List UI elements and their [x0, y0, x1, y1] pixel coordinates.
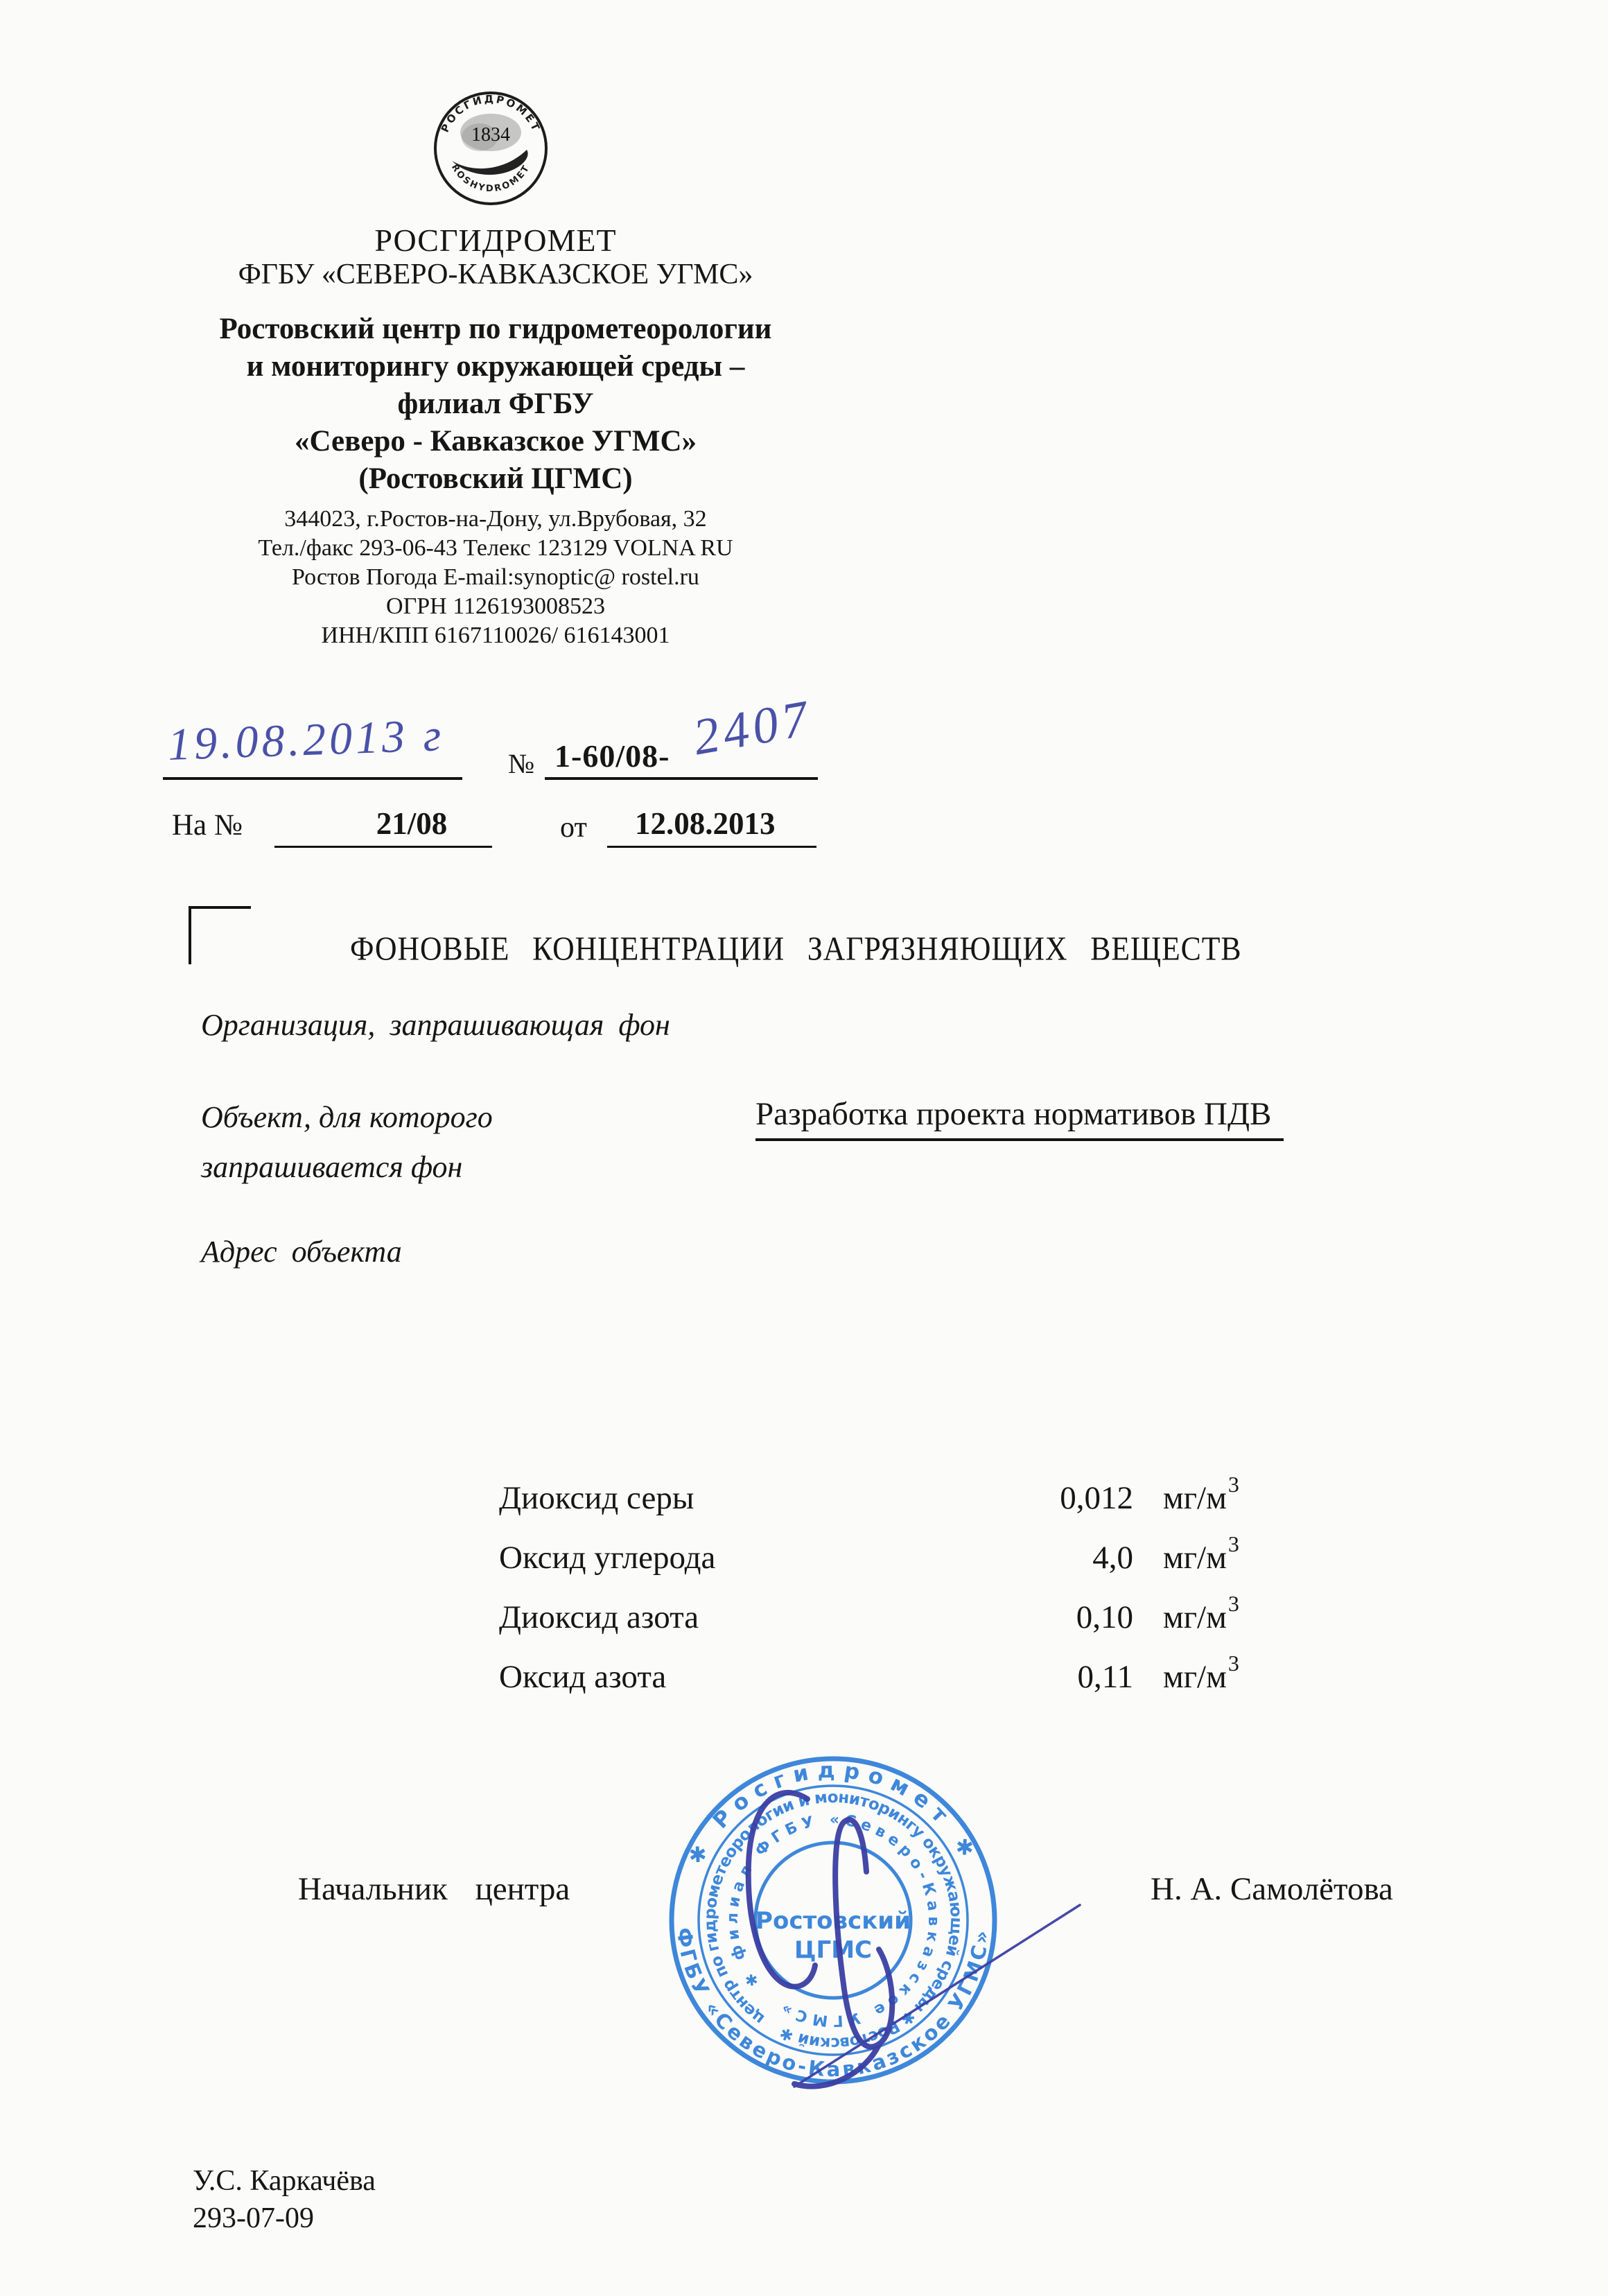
reply-to-number: 21/08: [376, 806, 448, 841]
stamp-outer-bottom-text: ФГБУ «Северо-Кавказское УГМС»: [672, 1926, 994, 2082]
signature-stroke: [835, 1820, 892, 2047]
reply-date-blank-line: [607, 846, 816, 848]
reply-to-label: На №: [172, 809, 243, 842]
substance-name: Оксид углерода: [499, 1540, 716, 1576]
substance-unit: [1163, 1651, 1239, 1696]
substance-value: 0,10: [1076, 1599, 1133, 1635]
logo-year: 1834: [471, 124, 510, 146]
branch-line: (Ростовский ЦГМС): [358, 462, 633, 495]
requesting-org-label: Организация, запрашивающая фон: [201, 1008, 670, 1042]
signatory-position: Начальник центра: [298, 1871, 570, 1907]
object-label-line2: запрашивается фон: [201, 1150, 463, 1184]
unit-superscript: 3: [1227, 1472, 1239, 1497]
address-line: 344023, г.Ростов-на-Дону, ул.Врубовая, 32: [284, 506, 707, 532]
unit-text: мг/м: [1163, 1480, 1227, 1516]
date-blank-line: [163, 777, 462, 780]
address-block: [149, 505, 842, 650]
logo-arc-bottom-text: ROSHYDROMET: [448, 162, 532, 195]
stamp-ring2-text: центр по гидрометеорологии и мониторингу окружающей среды ✱ Ростовский ✱: [701, 1788, 965, 2053]
branch-line: и мониторингу окружающей среды –: [246, 350, 745, 383]
address-line: ИНН/КПП 6167110026/ 616143001: [321, 623, 670, 648]
stamp-center-line2: ЦГМС: [794, 1936, 872, 1964]
substance-value: 0,11: [1077, 1659, 1133, 1695]
agency-name: РОСГИДРОМЕТ: [374, 223, 617, 258]
executor-name: У.С. Каркачёва: [193, 2165, 376, 2197]
branch-line: «Северо - Кавказское УГМС»: [294, 425, 697, 458]
address-line: ОГРН 1126193008523: [386, 593, 605, 619]
signature-stroke: [749, 1793, 815, 1987]
substance-name: Диоксид азота: [499, 1599, 699, 1635]
director-signature: [658, 1761, 1116, 2149]
executor-phone: 293-07-09: [193, 2202, 314, 2234]
outgoing-number-handwritten: 2407: [689, 689, 816, 767]
unit-text: мг/м: [1163, 1659, 1227, 1695]
substance-value: 4,0: [1092, 1540, 1133, 1576]
stamp-ring3-text: ✱ филиал ФГБУ «Северо-Кавказское УГМС»: [724, 1811, 943, 2030]
substance-name: Оксид азота: [499, 1659, 667, 1695]
unit-superscript: 3: [1227, 1531, 1239, 1556]
substance-name: Диоксид серы: [499, 1480, 694, 1516]
unit-text: мг/м: [1163, 1540, 1227, 1576]
unit-superscript: 3: [1227, 1651, 1239, 1676]
branch-line: Ростовский центр по гидрометеорологии: [219, 313, 772, 345]
reply-number-blank-line: [274, 846, 492, 848]
branch-line: филиал ФГБУ: [397, 388, 594, 420]
outgoing-number-printed: 1-60/08-: [554, 738, 670, 774]
unit-text: мг/м: [1163, 1599, 1227, 1635]
roshydromet-logo: [431, 89, 550, 208]
substance-unit: [1163, 1472, 1239, 1517]
organization-name: ФГБУ «СЕВЕРО-КАВКАЗСКОЕ УГМС»: [238, 259, 753, 290]
stamp-outer-top-text: ✱ Росгидромет ✱: [683, 1757, 984, 1869]
substance-unit: [1163, 1591, 1239, 1636]
substance-value: 0,012: [1060, 1480, 1133, 1516]
outgoing-date-handwritten: 19.08.2013 г: [166, 710, 446, 770]
address-line: Тел./факс 293-06-43 Телекс 123129 VOLNA RU: [258, 535, 733, 561]
stamp-center-line1: Ростовский: [755, 1907, 911, 1935]
number-sign-label: №: [508, 748, 535, 779]
object-address-label: Адрес объекта: [201, 1235, 402, 1269]
corner-bracket-mark: [189, 906, 251, 964]
branch-name-block: [149, 311, 842, 498]
signature-stroke: [794, 2044, 880, 2087]
logo-arc-top-text: РОСГИДРОМЕТ: [438, 92, 543, 134]
address-line: Ростов Погода E-mail:synoptic@ rostel.ru: [292, 564, 699, 590]
document-title: ФОНОВЫЕ КОНЦЕНТРАЦИИ ЗАГРЯЗНЯЮЩИХ ВЕЩЕСТВ: [350, 930, 1242, 968]
reply-to-date: 12.08.2013: [635, 806, 776, 841]
substance-unit: [1163, 1531, 1239, 1576]
object-value: Разработка проекта нормативов ПДВ: [755, 1095, 1284, 1141]
unit-superscript: 3: [1227, 1591, 1239, 1616]
number-blank-line: [545, 777, 818, 780]
from-label: от: [560, 812, 587, 844]
signatory-name: Н. А. Самолётова: [1151, 1871, 1393, 1907]
object-label-line1: Объект, для которого: [201, 1100, 493, 1134]
